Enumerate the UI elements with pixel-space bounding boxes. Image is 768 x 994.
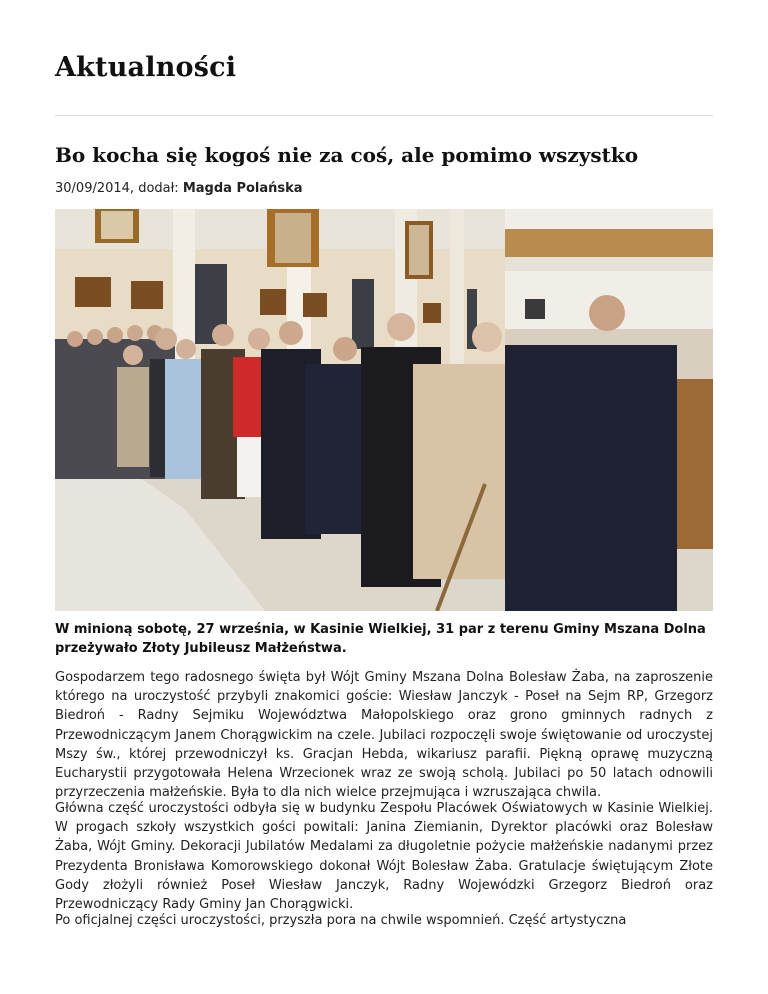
article-date-prefix: 30/09/2014, dodał: xyxy=(55,181,183,196)
site-title: Aktualności xyxy=(55,52,237,83)
photo-caption: W minioną sobotę, 27 września, w Kasinie Wielkiej, 31 par z terenu Gminy Mszana Dolna przeżywało Złoty Jubileusz Małżeństwa. xyxy=(55,622,706,656)
article-paragraph: Po oficjalnej części uroczystości, przyszła pora na chwile wspomnień. Część artystyczna xyxy=(55,913,627,928)
article-photo[interactable] xyxy=(55,209,713,611)
article-paragraph: Gospodarzem tego radosnego święta był Wójt Gminy Mszana Dolna Bolesław Żaba, na zaproszenie którego na uroczystość przybyli znakomici goście: Wiesław Janczyk - Poseł na Sejm RP, Grzegorz Biedroń - Radny Sejmiku Województwa Małopolskiego oraz grono gminnych radnych z Przewodniczącym Janem Chorągwickim na czele. Jubilaci rozpoczęli swoje świętowanie od uroczystej Mszy św., której przewodniczył ks. Gracjan Hebda, wikariusz parafii. Piękną oprawę muzyczną Eucharystii przygotowała Helena Wrzecionek wraz ze swoją scholą. Jubilaci po 50 latach odnowili przyrzeczenia małżeńskie. Była to dla nich wielce przejmująca i wzruszająca chwila. xyxy=(55,670,713,801)
article-paragraph: Główna część uroczystości odbyła się w budynku Zespołu Placówek Oświatowych w Kasinie Wielkiej. W progach szkoły wszystkich gości powitali: Janina Ziemianin, Dyrektor placówki oraz Bolesław Żaba, Wójt Gminy. Dekoracji Jubilatów Medalami za długoletnie pożycie małżeńskie nadanymi przez Prezydenta Bronisława Komorowskiego dokonał Wójt Bolesław Żaba. Gratulacje świętującym Złote Gody złożyli również Poseł Wiesław Janczyk, Radny Wojewódzki Grzegorz Biedroń oraz Przewodniczący Rady Gminy Jan Chorągwicki. xyxy=(55,801,713,913)
article-author[interactable]: Magda Polańska xyxy=(182,181,303,196)
article-title[interactable]: Bo kocha się kogoś nie za coś, ale pomimo wszystko xyxy=(55,143,639,167)
header-divider xyxy=(55,115,713,116)
article-meta xyxy=(55,181,303,196)
